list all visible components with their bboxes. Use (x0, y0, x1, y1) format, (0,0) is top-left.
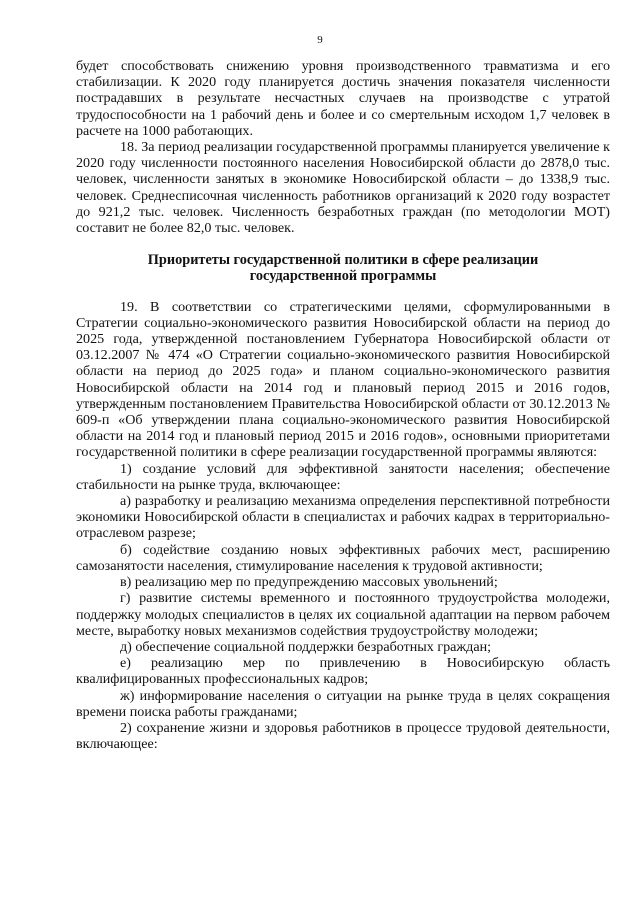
section-heading: Приоритеты государственной политики в сфере реализации государственной программы (147, 252, 539, 285)
paragraph-continuation: будет способствовать снижению уровня производственного травматизма и его стабилизации. К 2020 году планируется достичь значения показателя численности пострадавших в результате несчастных случаев на производстве с утратой трудоспособности на 1 рабочий день и более и со смертельным исходом 1,7 человек в расчете на 1000 работающих. (76, 58, 610, 139)
list-item-1c: в) реализацию мер по предупреждению массовых увольнений; (120, 574, 498, 591)
list-item-1e: д) обеспечение социальной поддержки безработных граждан; (120, 638, 492, 655)
list-item-1a: а) разработку и реализацию механизма определения перспективной потребности экономики Новосибирской области в специалистах и рабочих кадрах в территориально-отраслевом разрезе; (76, 493, 610, 542)
paragraph-18: 18. За период реализации государственной программы планируется увеличение к 2020 году численности постоянного населения Новосибирской области до 2878,0 тыс. человек, численности занятых в экономике Новосибирской области – до 1338,9 тыс. человек. Среднесписочная численность работников организаций к 2020 году возрастет до 921,2 тыс. человек. Численность безработных граждан (по методологии МОТ) составит не более 82,0 тыс. человек. (76, 139, 610, 237)
list-item-1g: ж) информирование населения о ситуации на рынке труда в целях сокращения времени поиска работы гражданами; (76, 687, 610, 720)
list-item-1b: б) содействие созданию новых эффективных рабочих мест, расширению самозанятости населения, стимулирование населения к трудовой активности; (76, 541, 610, 574)
paragraph-19: 19. В соответствии со стратегическими целями, сформулированными в Стратегии социально-экономического развития Новосибирской области на период до 2025 года, утвержденной постановлением Губернатора Новосибирской области от 03.12.2007 № 474 «О Стратегии социально-экономического развития Новосибирской области на период до 2025 года» и планом социально-экономического развития Новосибирской области на 2014 год и плановый период 2015 и 2016 годов, утвержденным постановлением Правительства Новосибирской области от 30.12.2013 № 609-п «Об утверждении плана социально-экономического развития Новосибирской области на 2014 год и плановый период 2015 и 2016 годов», основными приоритетами государственной политики в сфере реализации государственной программы являются: (76, 298, 610, 461)
list-item-2: 2) сохранение жизни и здоровья работников в процессе трудовой деятельности, включающее: (76, 719, 610, 753)
list-item-1d: г) развитие системы временного и постоянного трудоустройства молодежи, поддержку молодых специалистов в целях их социальной адаптации на первом рабочем месте, выработку новых механизмов содействия трудоустройству молодежи; (76, 590, 610, 639)
document-body (76, 58, 610, 752)
list-item-1f: е) реализацию мер по привлечению в Новосибирскую область квалифицированных профессиональных кадров; (76, 655, 610, 688)
page-number: 9 (317, 34, 323, 46)
list-item-1: 1) создание условий для эффективной занятости населения; обеспечение стабильности на рынке труда, включающее: (76, 460, 610, 493)
